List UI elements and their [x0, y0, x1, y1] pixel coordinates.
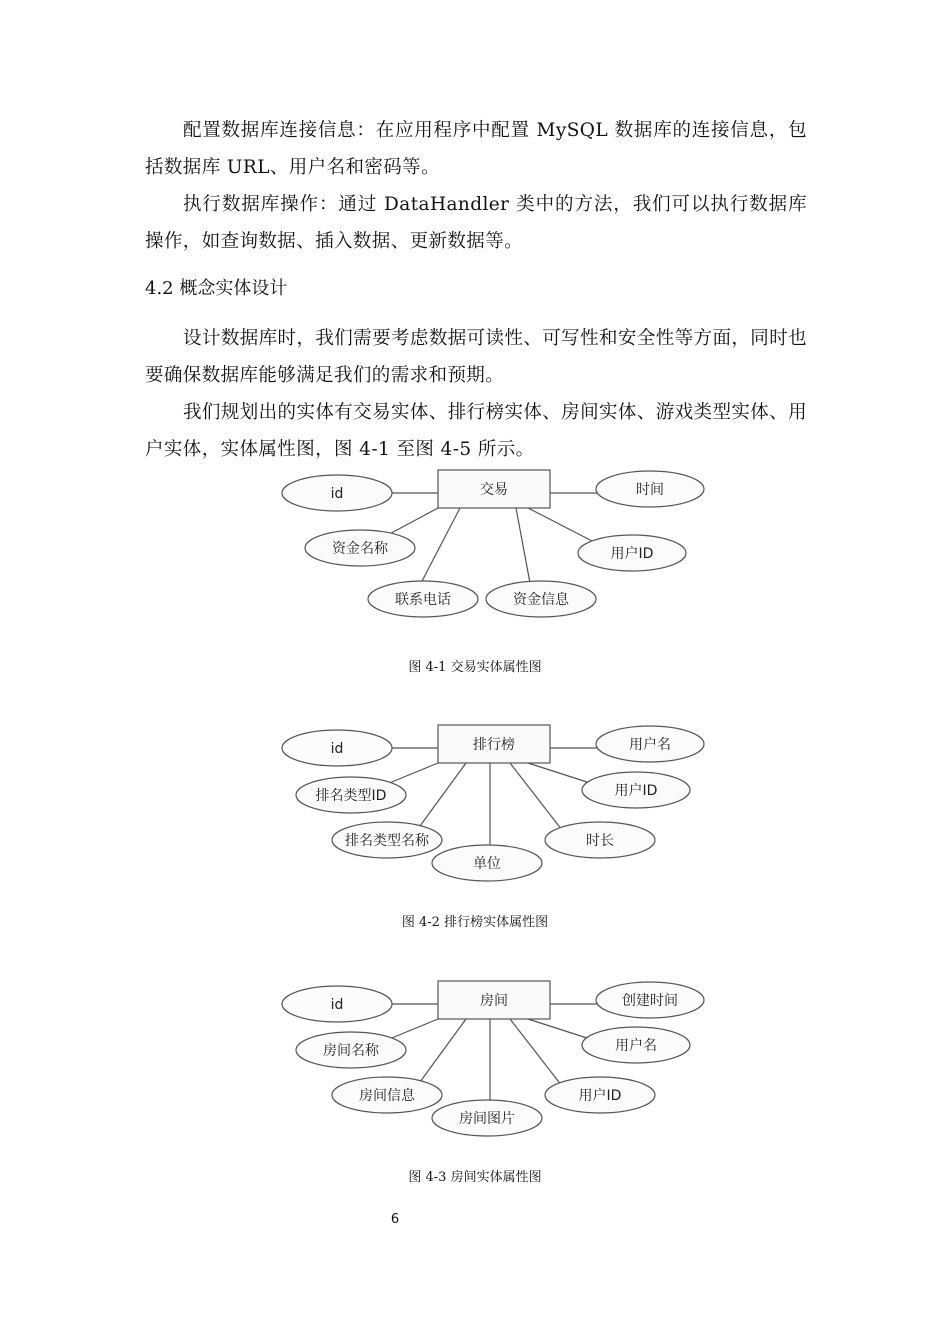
attribute-label: 房间信息: [359, 1088, 415, 1104]
attribute-label: 联系电话: [395, 592, 451, 608]
figure-4-3-diagram: [0, 976, 950, 1141]
entity-label: 房间: [480, 993, 508, 1009]
attribute-label: id: [330, 997, 344, 1013]
attribute-label: 资金信息: [513, 592, 569, 608]
paragraph-design-considerations: 设计数据库时，我们需要考虑数据可读性、可写性和安全性等方面，同时也要确保数据库能够满足我们的需求和预期。: [145, 328, 807, 386]
entity-label: 交易: [480, 482, 508, 498]
attribute-label: 房间名称: [323, 1043, 379, 1059]
figure-4-3-caption: 图 4-3 房间实体属性图: [408, 1170, 542, 1185]
attribute-label: 时长: [586, 833, 614, 849]
attribute-label: 用户名: [615, 1038, 657, 1054]
attribute-label: 用户名: [629, 737, 671, 753]
attribute-label: id: [330, 741, 344, 757]
figure-4-1-caption: 图 4-1 交易实体属性图: [408, 660, 542, 675]
attribute-label: 用户ID: [610, 546, 654, 562]
figure-4-2-caption: 图 4-2 排行榜实体属性图: [401, 915, 549, 930]
attribute-label: 资金名称: [332, 541, 388, 557]
paragraph-entity-list: 我们规划出的实体有交易实体、排行榜实体、房间实体、游戏类型实体、用户实体，实体属性图，图 4-1 至图 4-5 所示。: [145, 402, 807, 460]
section-heading: 4.2 概念实体设计: [145, 278, 288, 299]
attribute-label: 排名类型ID: [315, 788, 387, 804]
paragraph-db-operations: 执行数据库操作：通过 DataHandler 类中的方法，我们可以执行数据库操作，如查询数据、插入数据、更新数据等。: [145, 194, 807, 252]
figure-4-2-diagram: [0, 720, 950, 885]
attribute-label: 单位: [473, 856, 501, 872]
attribute-label: 用户ID: [578, 1088, 622, 1104]
attribute-label: 创建时间: [622, 993, 678, 1009]
attribute-label: 房间图片: [459, 1111, 515, 1127]
page-number: 6: [390, 1212, 400, 1227]
figure-4-1-diagram: [0, 465, 950, 625]
attribute-label: 用户ID: [614, 783, 658, 799]
attribute-label: id: [330, 486, 344, 502]
attribute-label: 排名类型名称: [345, 833, 429, 849]
entity-label: 排行榜: [473, 737, 515, 753]
paragraph-db-config: 配置数据库连接信息：在应用程序中配置 MySQL 数据库的连接信息，包括数据库 URL、用户名和密码等。: [145, 120, 807, 178]
attribute-label: 时间: [636, 482, 664, 498]
